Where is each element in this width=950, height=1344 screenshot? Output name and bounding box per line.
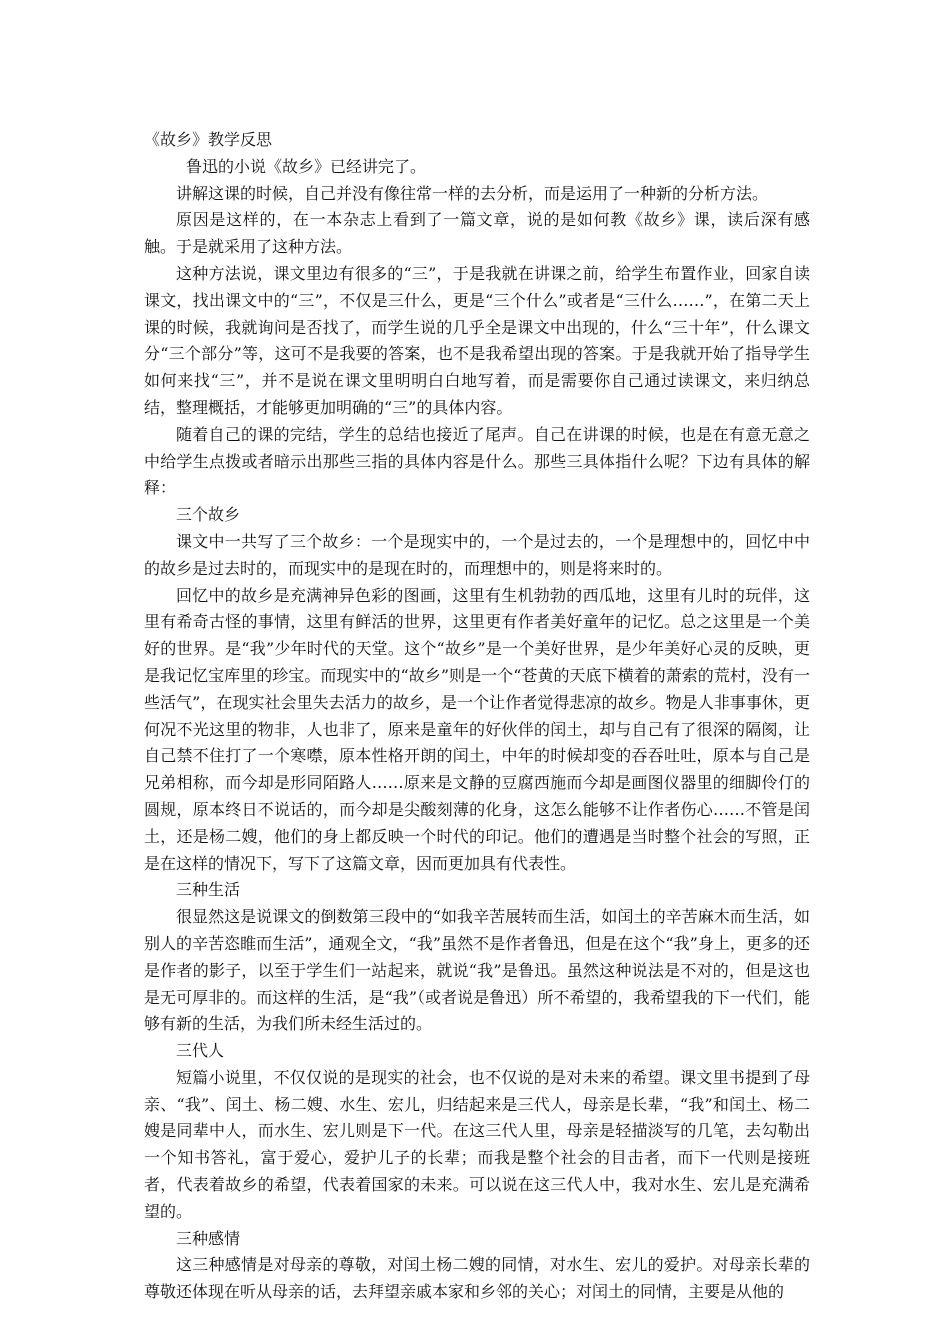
section-heading-three-hometowns: 三个故乡 xyxy=(176,505,241,525)
document-title: 《故乡》教学反思 xyxy=(144,130,273,149)
paragraph: 鲁迅的小说《故乡》已经讲完了。 xyxy=(186,156,427,176)
paragraph: 这种方法说，课文里边有很多的“三”，于是我就在讲课之前，给学生布置作业，回家自读课文，找出课文中的“三”，不仅是三什么，更是“三个什么”或者是“三什么……”，在第二天上课的时候，我就询问是否找了，而学生说的几乎全是课文中出现的，什么“三十年”，什么课文分“三个部分”等，这可不是我要的答案，也不是我希望出现的答案。于是我就开始了指导学生如何来找“三”，并不是说在课文里明明白白地写着，而是需要你自己通过读课文，来归纳总结，整理概括，才能够更加明确的“三”的具体内容。 xyxy=(144,263,810,417)
paragraph: 原因是这样的，在一本杂志上看到了一篇文章，说的是如何教《故乡》课，读后深有感触。于是就采用了这种方法。 xyxy=(144,210,810,257)
section-heading-three-generations: 三代人 xyxy=(176,1041,225,1061)
document-body xyxy=(144,127,810,1306)
paragraph: 很显然这是说课文的倒数第三段中的“如我辛苦展转而生活，如闰土的辛苦麻木而生活，如别人的辛苦恣睢而生活”，通观全文，“我”虽然不是作者鲁迅，但是在这个“我”身上，更多的还是作者的影子，以至于学生们一站起来，就说“我”是鲁迅。虽然这种说法是不对的，但是这也是无可厚非的。而这样的生活，是“我”（或者说是鲁迅）所不希望的，我希望我的下一代们，能够有新的生活，为我们所未经生活过的。 xyxy=(144,907,810,1034)
section-heading-three-feelings: 三种感情 xyxy=(176,1228,241,1248)
section-heading-three-lives: 三种生活 xyxy=(176,880,241,900)
paragraph: 回忆中的故乡是充满神异色彩的图画，这里有生机勃勃的西瓜地，这里有儿时的玩伴，这里有希奇古怪的事情，这里有鲜活的世界，这里更有作者美好童年的记忆。总之这里是一个美好的世界。是“我”少年时代的天堂。这个“故乡”是一个美好世界，是少年美好心灵的反映，更是我记忆宝库里的珍宝。而现实中的“故乡”则是一个“苍黄的天底下横着的萧索的荒村，没有一些活气”，在现实社会里失去活力的故乡，是一个让作者觉得悲凉的故乡。物是人非事事休，更何况不光这里的物非，人也非了，原来是童年的好伙伴的闰土，却与自己有了很深的隔阂，让自己禁不住打了一个寒噤，原本性格开朗的闰土，中年的时候却变的吞吞吐吐，原本与自己是兄弟相称，而今却是形同陌路人……原来是文静的豆腐西施而今却是画图仪器里的细脚伶仃的圆规，原本终日不说话的，而今却是尖酸刻薄的化身，这怎么能够不让作者伤心……不管是闰土，还是杨二嫂，他们的身上都反映一个时代的印记。他们的遭遇是当时整个社会的写照，正是在这样的情况下，写下了这篇文章，因而更加具有代表性。 xyxy=(144,585,810,873)
paragraph: 短篇小说里，不仅仅说的是现实的社会，也不仅说的是对未来的希望。课文里书提到了母亲、“我”、闰土、杨二嫂、水生、宏儿，归结起来是三代人，母亲是长辈，“我”和闰土、杨二嫂是同辈中人，而水生、宏儿则是下一代。在这三代人里，母亲是轻描淡写的几笔，去勾勒出一个知书答礼，富于爱心，爱护儿子的长辈；而我是整个社会的目击者，而下一代则是接班者，代表着故乡的希望，代表着国家的未来。可以说在这三代人中，我对水生、宏儿是充满希望的。 xyxy=(144,1067,810,1221)
paragraph: 课文中一共写了三个故乡：一个是现实中的，一个是过去的，一个是理想中的，回忆中中的故乡是过去时的，而现实中的是现在时的，而理想中的，则是将来时的。 xyxy=(144,531,810,578)
paragraph: 讲解这课的时候，自己并没有像往常一样的去分析，而是运用了一种新的分析方法。 xyxy=(176,183,769,203)
paragraph: 这三种感情是对母亲的尊敬，对闰土杨二嫂的同情，对水生、宏儿的爱护。对母亲长辈的尊敬还体现在听从母亲的话，去拜望亲戚本家和乡邻的关心；对闰土的同情，主要是从他的 xyxy=(144,1255,810,1302)
paragraph: 随着自己的课的完结，学生的总结也接近了尾声。自己在讲课的时候，也是在有意无意之中给学生点拨或者暗示出那些三指的具体内容是什么。那些三具体指什么呢？下边有具体的解释： xyxy=(144,424,810,498)
